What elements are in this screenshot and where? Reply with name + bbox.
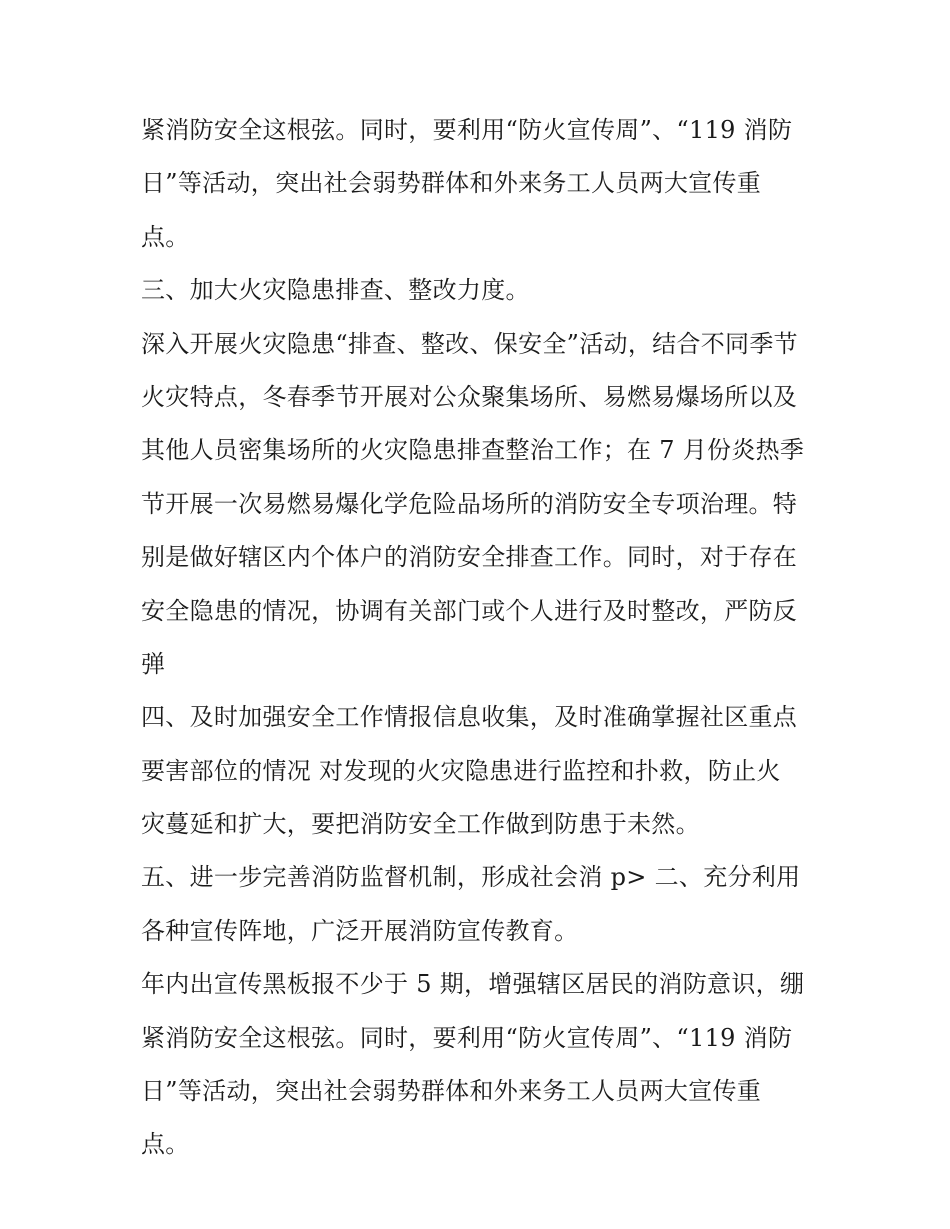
text-line: 点。 bbox=[141, 222, 190, 251]
text-line: 其他人员密集场所的火灾隐患排查整治工作；在 7 月份炎热季 bbox=[141, 436, 805, 465]
document-body bbox=[141, 104, 821, 1172]
text-line: 节开展一次易燃易爆化学危险品场所的消防安全专项治理。特 bbox=[141, 489, 798, 518]
text-line: 灾蔓延和扩大，要把消防安全工作做到防患于未然。 bbox=[141, 810, 700, 839]
text-line: 要害部位的情况 对发现的火灾隐患进行监控和扑救，防止火 bbox=[141, 756, 781, 785]
section-heading-4: 四、及时加强安全工作情报信息收集，及时准确掌握社区重点 bbox=[141, 703, 798, 732]
text-line: 点。 bbox=[141, 1130, 190, 1159]
text-line: 安全隐患的情况，协调有关部门或个人进行及时整改，严防反 bbox=[141, 596, 798, 625]
text-line: 年内出宣传黑板报不少于 5 期，增强辖区居民的消防意识，绷 bbox=[141, 970, 805, 999]
section-heading-5: 五、进一步完善消防监督机制，形成社会消 p> 二、充分利用 bbox=[141, 863, 801, 892]
text-line: 日”等活动，突出社会弱势群体和外来务工人员两大宣传重 bbox=[141, 1077, 762, 1106]
text-line: 别是做好辖区内个体户的消防安全排查工作。同时，对于存在 bbox=[141, 543, 798, 572]
text-line: 日”等活动，突出社会弱势群体和外来务工人员两大宣传重 bbox=[141, 169, 762, 198]
text-line: 弹 bbox=[141, 649, 166, 678]
section-heading-3: 三、加大火灾隐患排查、整改力度。 bbox=[141, 276, 530, 305]
text-line: 紧消防安全这根弦。同时，要利用“防火宣传周”、“119 消防 bbox=[141, 1023, 793, 1052]
text-line: 火灾特点，冬春季节开展对公众聚集场所、易燃易爆场所以及 bbox=[141, 382, 798, 411]
text-line: 各种宣传阵地，广泛开展消防宣传教育。 bbox=[141, 916, 579, 945]
text-line: 深入开展火灾隐患“排查、整改、保安全”活动，结合不同季节 bbox=[141, 329, 798, 358]
text-line: 紧消防安全这根弦。同时，要利用“防火宣传周”、“119 消防 bbox=[141, 116, 793, 144]
